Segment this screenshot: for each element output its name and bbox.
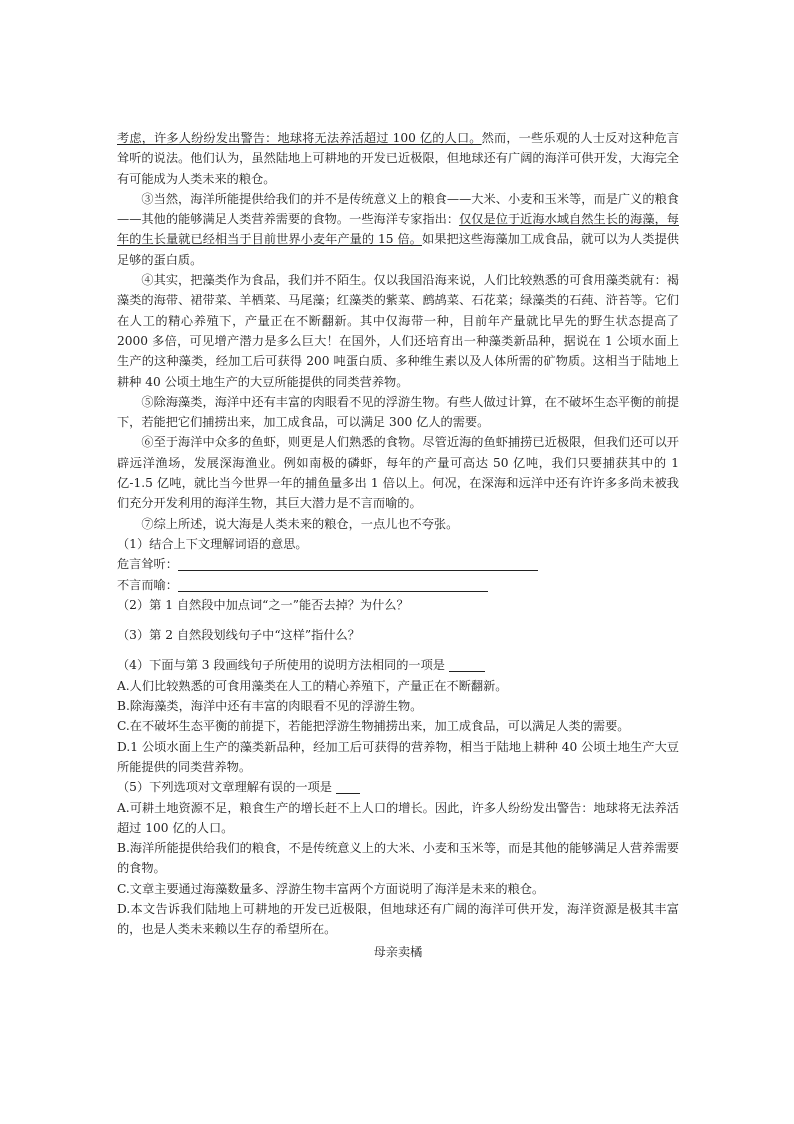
- underlined-sentence: 考虑，许多人纷纷发出警告：地球将无法养活超过 100 亿的人口。: [117, 131, 482, 145]
- question-2: （2）第 1 自然段中加点词“之一”能否去掉？为什么？: [117, 597, 409, 612]
- question-4-option-a: A.人们比较熟悉的可食用藻类在人工的精心养殖下，产量正在不断翻新。: [117, 678, 508, 693]
- passage-paragraph-7: ⑦综上所述，说大海是人类未来的粮仓，一点儿也不夸张。: [141, 516, 459, 531]
- passage-paragraph-1: 考虑，许多人纷纷发出警告：地球将无法养活超过 100 亿的人口。然而，一些乐观的人士反对这种危言耸听的说法。他们认为，虽然陆地上可耕地的开发已近极限，但地球还有广阔的海洋可供开发，大海完全有可能成为人类未来的粮仓。: [117, 131, 680, 186]
- question-1-term-1: 危言耸听：: [117, 554, 679, 574]
- question-5-option-d: D.本文告诉我们陆地上可耕地的开发已近极限，但地球还有广阔的海洋可供开发，海洋资源是极其丰富的，也是人类未来赖以生存的希望所在。: [117, 901, 679, 937]
- next-passage-title: 母亲卖橘: [373, 944, 423, 959]
- question-3: （3）第 2 自然段划线句子中“这样”指什么？: [117, 628, 360, 643]
- question-5-option-c: C.文章主要通过海藻数量多、浮游生物丰富两个方面说明了海洋是未来的粮仓。: [117, 881, 545, 896]
- passage-paragraph-3: ③当然，海洋所能提供给我们的并不是传统意义上的粮食——大米、小麦和玉米等，而是广义的粮食——其他的能够满足人类营养需要的食物。一些海洋专家指出：仅仅是位于近海水域自然生长的海藻，每年的生长量就已经相当于目前世界小麦年产量的 15 倍。如果把这些海藻加工成食品，就可以为人类提供足够的蛋白质。: [117, 191, 679, 267]
- underlined-sentence: 仅仅是位于近海水域自然生长的海藻，每年的生长量就已经相当于目前世界小麦年产量的 15 倍。: [117, 212, 679, 247]
- answer-blank[interactable]: [178, 556, 538, 571]
- question-1: （1）结合上下文理解词语的意思。: [117, 536, 308, 551]
- question-5-option-a: A.可耕土地资源不足，粮食生产的增长赶不上人口的增长。因此，许多人纷纷发出警告：地球将无法养活超过 100 亿的人口。: [117, 800, 679, 835]
- passage-paragraph-4: ④其实，把藻类作为食品，我们并不陌生。仅以我国沿海来说，人们比较熟悉的可食用藻类就有：褐藻类的海带、裙带菜、羊栖菜、马尾藻；红藻类的紫菜、鹧鸪菜、石花菜；绿藻类的石莼、浒苔等。它们在人工的精心养殖下，产量正在不断翻新。其中仅海带一种，目前年产量就比早先的野生状态提高了 2000 多倍，可见增产潜力是多么巨大！在国外，人们还培育出一种藻类新品种，据说在 1 公顷水面上生产的这种藻类，经加工后可获得 200 吨蛋白质、多种维生素以及人体所需的矿物质。这相当于陆地上耕种 40 公顷土地生产的大豆所能提供的同类营养物。: [117, 273, 679, 389]
- question-4-option-d: D.1 公顷水面上生产的藻类新品种，经加工后可获得的营养物，相当于陆地上耕种 40 公顷土地生产大豆所能提供的同类营养物。: [117, 739, 679, 774]
- answer-blank[interactable]: [336, 779, 360, 794]
- question-5-option-b: B.海洋所能提供给我们的粮食，不是传统意义上的大米、小麦和玉米等，而是其他的能够满足人营养需要的食物。: [117, 841, 679, 876]
- question-5: （5）下列选项对文章理解有误的一项是: [117, 777, 679, 797]
- passage-paragraph-5: ⑤除海藻类，海洋中还有丰富的肉眼看不见的浮游生物。有些人做过计算，在不破坏生态平衡的前提下，若能把它们捕捞出来，加工成食品，可以满足 300 亿人的需要。: [117, 394, 679, 430]
- document-body: [117, 128, 679, 962]
- question-4-option-b: B.除海藻类，海洋中还有丰富的肉眼看不见的浮游生物。: [117, 699, 423, 714]
- question-1-term-2: 不言而喻：: [117, 575, 679, 595]
- answer-blank[interactable]: [449, 657, 485, 672]
- answer-blank[interactable]: [178, 577, 488, 592]
- question-4-option-c: C.在不破坏生态平衡的前提下，若能把浮游生物捕捞出来，加工成食品，可以满足人类的需要。: [117, 719, 630, 734]
- question-4: （4）下面与第 3 段画线句子所使用的说明方法相同的一项是: [117, 655, 679, 675]
- passage-paragraph-6: ⑥至于海洋中众多的鱼虾，则更是人们熟悉的食物。尽管近海的鱼虾捕捞已近极限，但我们还可以开辟远洋渔场，发展深海渔业。例如南极的磷虾，每年的产量可高达 50 亿吨，我们只要捕获其中的 1 亿-1.5 亿吨，就比当今世界一年的捕鱼量多出 1 倍以上。何况，在深海和远洋中还有许许多多尚未被我们充分开发利用的海洋生物，其巨大潜力是不言而喻的。: [117, 435, 679, 511]
